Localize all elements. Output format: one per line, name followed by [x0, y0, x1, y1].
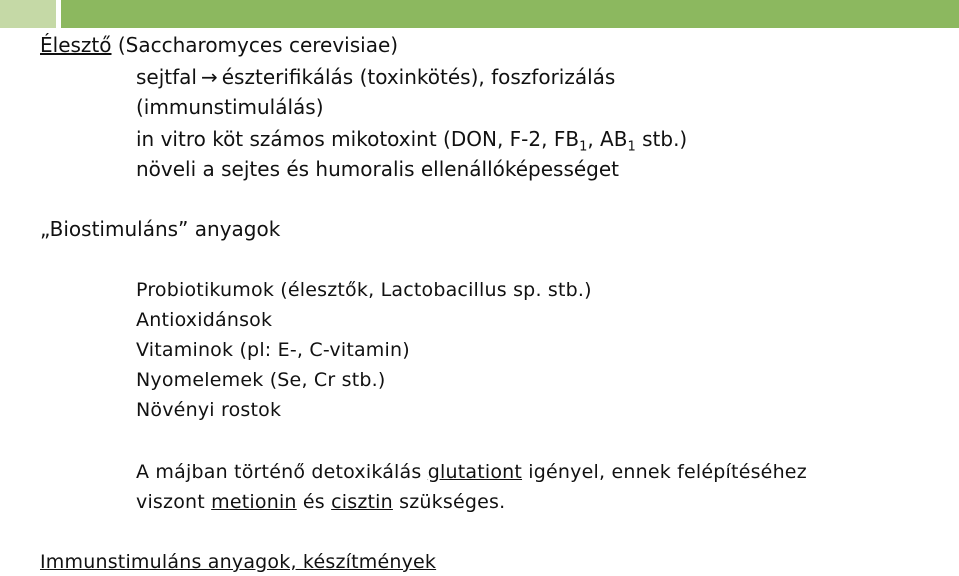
glutathione-link[interactable]: glutationt [427, 461, 523, 483]
list-item: Növényi rostok [136, 399, 282, 421]
corner-decoration [0, 0, 56, 28]
subscript-1: 1 [579, 139, 588, 155]
mycotoxin-text-3: stb.) [635, 127, 688, 151]
liver-text-5: szükséges. [392, 491, 506, 513]
liver-text-1: A májban történő detoxikálás [136, 461, 428, 483]
liver-line-2 [136, 491, 505, 513]
yeast-heading [40, 33, 398, 57]
mycotoxin-text: in vitro köt számos mikotoxint (DON, F-2, FB [136, 127, 580, 151]
list-item: Antioxidánsok [136, 309, 273, 331]
liver-line-1 [136, 461, 807, 483]
subscript-2: 1 [627, 139, 636, 155]
list-item: Vitaminok (pl: E-, C-vitamin) [136, 339, 410, 361]
yeast-title-rest: (Saccharomyces cerevisiae) [111, 33, 399, 57]
liver-text-4: és [296, 491, 332, 513]
methionine-link[interactable]: metionin [211, 491, 297, 513]
immunostim-heading-link[interactable]: Immunstimuláns anyagok, készítmények [40, 551, 437, 573]
header-bar [61, 0, 959, 28]
esterification-text: észterifikálás (toxinkötés), foszforizálás [221, 65, 616, 89]
list-item: Probiotikumok (élesztők, Lactobacillus sp. stb.) [136, 279, 592, 301]
mycotoxin-text-2: , AB [587, 127, 628, 151]
yeast-line-4: növeli a sejtes és humoralis ellenállóképességet [136, 157, 620, 181]
yeast-title-link[interactable]: Élesztő [40, 33, 112, 57]
cystine-link[interactable]: cisztin [331, 491, 393, 513]
liver-text-2: igényel, ennek felépítéséhez [522, 461, 807, 483]
liver-text-3: viszont [136, 491, 212, 513]
cell-wall-text: sejtfal [136, 65, 197, 89]
yeast-line-3 [136, 127, 687, 155]
arrow-right-icon: → [200, 65, 218, 89]
yeast-line-2: (immunstimulálás) [136, 95, 324, 119]
biostim-heading: „Biostimuláns” anyagok [40, 217, 281, 241]
yeast-line-1 [136, 65, 615, 89]
list-item: Nyomelemek (Se, Cr stb.) [136, 369, 386, 391]
